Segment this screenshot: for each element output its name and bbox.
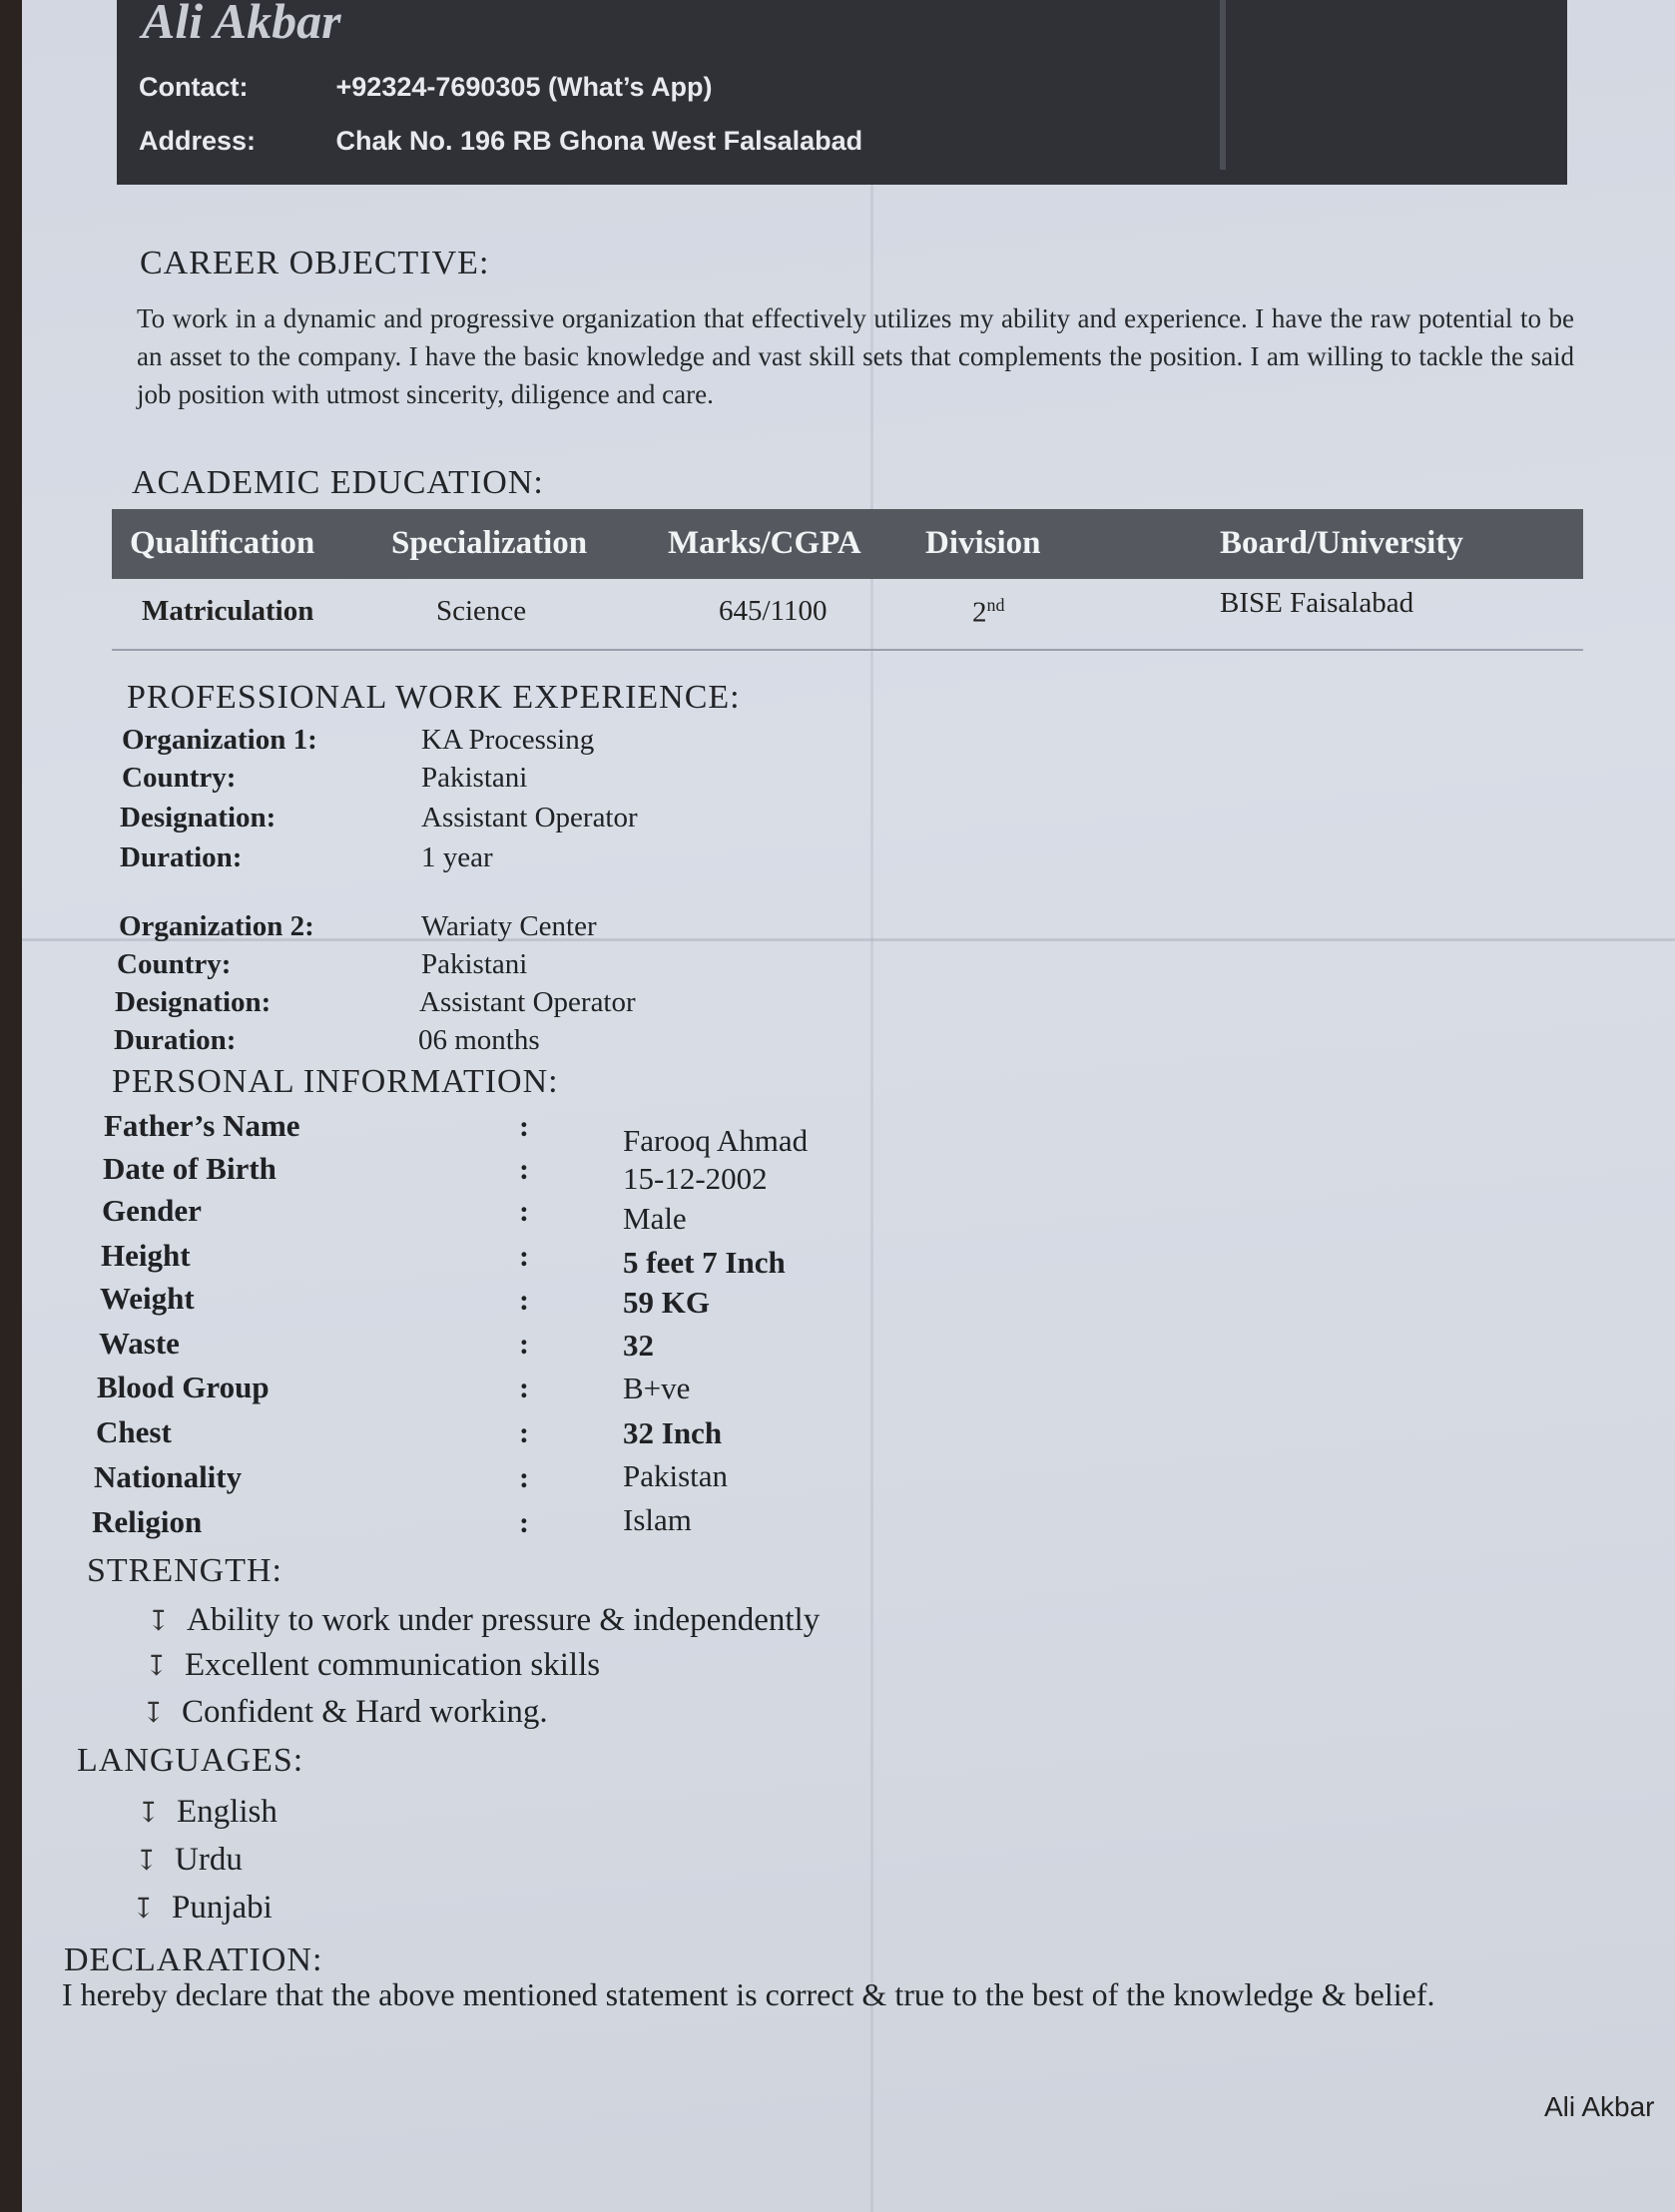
pi-key-father: Father’s Name <box>104 1108 300 1143</box>
pi-value-gender: Male <box>623 1201 687 1236</box>
declaration-text: I hereby declare that the above mentioned statement is correct & true to the best of the knowledge & belief. <box>62 1976 1435 2012</box>
header-division: Division <box>925 525 1041 561</box>
strength-item: Ability to work under pressure & independently <box>187 1602 821 1638</box>
contact-value: +92324-7690305 (What’s App) <box>335 72 713 102</box>
header-divider <box>1220 0 1226 170</box>
contact-label: Contact: <box>139 72 249 102</box>
career-objective-heading: CAREER OBJECTIVE: <box>140 245 490 281</box>
org2-designation-row <box>115 986 636 1019</box>
division-number: 2 <box>972 596 987 629</box>
pi-key-waste: Waste <box>99 1326 180 1361</box>
pi-key-nationality: Nationality <box>94 1459 243 1494</box>
cell-marks: 645/1100 <box>719 595 828 627</box>
arrow-down-bullet-icon: ↧ <box>137 1798 161 1829</box>
pi-key-dob: Date of Birth <box>103 1151 277 1186</box>
list-item <box>132 1890 273 1927</box>
list-item <box>142 1694 548 1731</box>
education-table <box>112 509 1583 651</box>
header-board: Board/University <box>1220 525 1463 561</box>
contact-row <box>139 72 712 103</box>
org-value: Wariaty Center <box>421 910 597 942</box>
designation-label: Designation: <box>120 802 277 833</box>
designation-value: Assistant Operator <box>419 986 636 1018</box>
pi-colon: : <box>519 1195 529 1228</box>
country-label: Country: <box>122 762 237 794</box>
org-value: KA Processing <box>421 724 595 756</box>
arrow-down-bullet-icon: ↧ <box>142 1698 166 1729</box>
org-label: Organization 2: <box>119 910 314 942</box>
pi-colon: : <box>519 1153 529 1186</box>
org-label: Organization 1: <box>122 724 317 756</box>
org1-row <box>122 724 594 757</box>
arrow-down-bullet-icon: ↧ <box>147 1606 171 1637</box>
list-item <box>145 1647 600 1684</box>
header-marks: Marks/CGPA <box>668 525 861 561</box>
signature-name: Ali Akbar <box>1544 2091 1655 2122</box>
cell-specialization: Science <box>436 595 527 627</box>
education-table-header <box>112 509 1583 579</box>
resume-header <box>117 0 1567 185</box>
pi-colon: : <box>519 1372 529 1404</box>
pi-key-height: Height <box>101 1238 191 1273</box>
pi-value-religion: Islam <box>623 1502 692 1537</box>
pi-value-waste: 32 <box>623 1328 654 1363</box>
designation-label: Designation: <box>115 986 272 1018</box>
pi-key-chest: Chest <box>96 1414 172 1449</box>
pi-colon: : <box>519 1461 529 1494</box>
list-item <box>135 1842 243 1879</box>
language-item: Urdu <box>175 1842 243 1878</box>
candidate-name: Ali Akbar <box>142 0 341 49</box>
duration-label: Duration: <box>120 841 243 873</box>
work-experience-heading: PROFESSIONAL WORK EXPERIENCE: <box>127 679 741 716</box>
pi-value-father: Farooq Ahmad <box>623 1123 809 1158</box>
resume-paper <box>22 0 1675 2212</box>
duration-value: 1 year <box>421 841 493 873</box>
pi-value-blood-group: B+ve <box>623 1371 691 1405</box>
address-label: Address: <box>139 126 257 156</box>
address-row <box>139 126 862 157</box>
cell-board: BISE Faisalabad <box>1220 587 1414 619</box>
career-objective-text: To work in a dynamic and progressive organization that effectively utilizes my ability and experience. I have the raw potential to be an asset to the company. I have the basic knowledge and vast skill sets that complements the position. I am willing to tackle the said job position with utmost sincerity, diligence and care. <box>137 303 1574 409</box>
header-specialization: Specialization <box>391 525 588 561</box>
table-row <box>112 579 1583 651</box>
personal-information-heading: PERSONAL INFORMATION: <box>112 1063 559 1100</box>
arrow-down-bullet-icon: ↧ <box>135 1846 159 1877</box>
country-value: Pakistani <box>421 948 528 980</box>
org1-designation-row <box>120 802 638 834</box>
pi-colon: : <box>519 1416 529 1449</box>
pi-colon: : <box>519 1284 529 1317</box>
arrow-down-bullet-icon: ↧ <box>145 1651 169 1682</box>
cell-division <box>972 595 1005 630</box>
pi-key-gender: Gender <box>102 1193 202 1228</box>
pi-value-height: 5 feet 7 Inch <box>623 1245 786 1280</box>
pi-key-weight: Weight <box>100 1281 195 1316</box>
pi-value-chest: 32 Inch <box>623 1415 723 1450</box>
pi-value-dob: 15-12-2002 <box>623 1161 768 1196</box>
pi-key-religion: Religion <box>92 1504 203 1539</box>
pi-value-weight: 59 KG <box>623 1285 710 1320</box>
academic-education-heading: ACADEMIC EDUCATION: <box>132 464 544 501</box>
designation-value: Assistant Operator <box>421 802 638 833</box>
pi-colon: : <box>519 1110 529 1143</box>
declaration-heading: DECLARATION: <box>64 1941 323 1978</box>
language-item: Punjabi <box>172 1890 273 1926</box>
org2-country-row <box>117 948 527 981</box>
pi-colon: : <box>519 1506 529 1539</box>
strength-item: Excellent communication skills <box>185 1647 601 1683</box>
cell-qualification: Matriculation <box>142 595 314 627</box>
pi-colon: : <box>519 1240 529 1273</box>
header-qualification: Qualification <box>130 525 315 561</box>
division-suffix: nd <box>986 595 1005 615</box>
address-value: Chak No. 196 RB Ghona West Falsalabad <box>335 126 863 156</box>
languages-heading: LANGUAGES: <box>77 1742 304 1779</box>
country-label: Country: <box>117 948 232 980</box>
arrow-down-bullet-icon: ↧ <box>132 1894 156 1925</box>
pi-colon: : <box>519 1328 529 1361</box>
strength-item: Confident & Hard working. <box>182 1694 548 1730</box>
pi-key-blood-group: Blood Group <box>97 1370 270 1404</box>
org2-row <box>119 910 597 943</box>
list-item <box>147 1602 820 1639</box>
pi-value-nationality: Pakistan <box>623 1458 729 1493</box>
language-item: English <box>177 1794 278 1830</box>
country-value: Pakistani <box>421 762 528 794</box>
duration-label: Duration: <box>114 1024 237 1056</box>
list-item <box>137 1794 278 1831</box>
duration-value: 06 months <box>418 1024 540 1056</box>
strength-heading: STRENGTH: <box>87 1552 282 1589</box>
org1-duration-row <box>120 841 493 874</box>
org2-duration-row <box>114 1024 540 1057</box>
org1-country-row <box>122 762 527 795</box>
